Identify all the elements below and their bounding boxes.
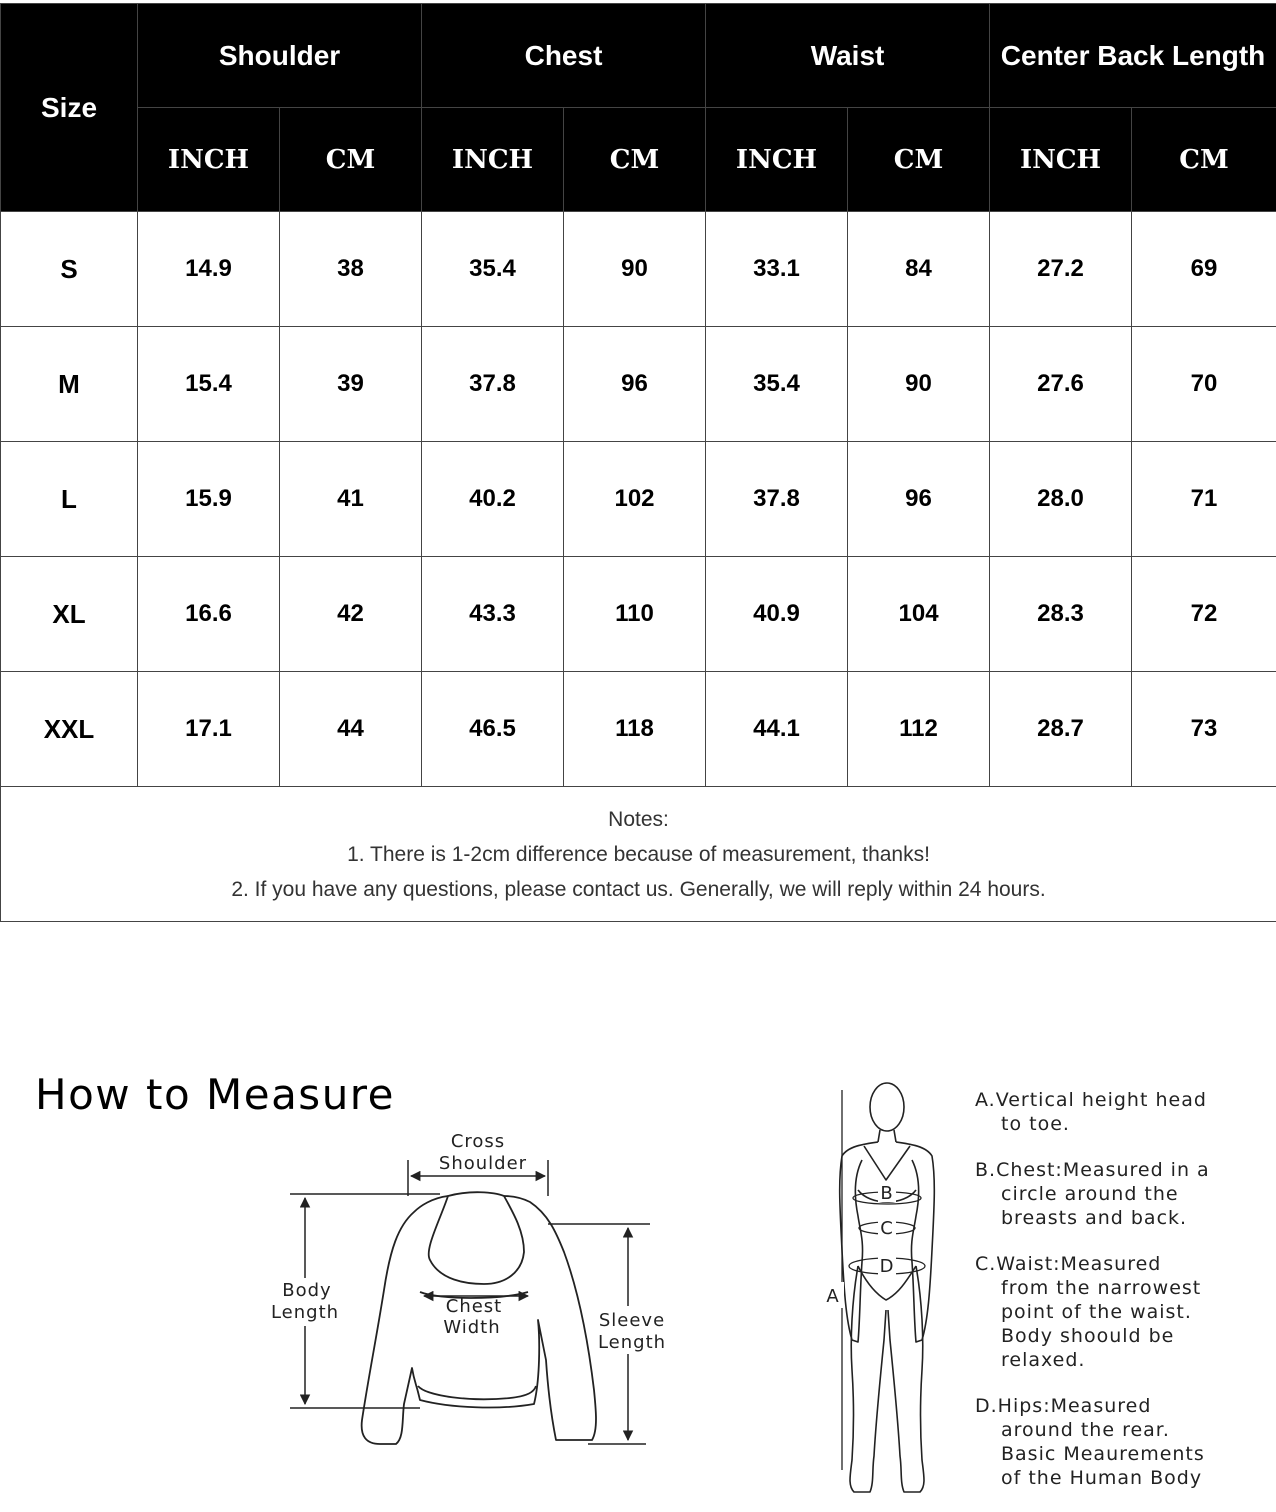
- sleeve-length-label-2: Length: [598, 1332, 666, 1353]
- value-cell: 15.4: [138, 327, 280, 442]
- legend-line: from the narrowest: [975, 1276, 1275, 1300]
- value-cell: 72: [1132, 557, 1276, 672]
- group-header-center-back-length: Center Back Length: [990, 4, 1276, 108]
- value-cell: 39: [280, 327, 422, 442]
- table-row: [1, 672, 1276, 787]
- legend-line: B.Chest:Measured in a: [975, 1158, 1275, 1182]
- value-cell: 102: [564, 442, 706, 557]
- sleeve-length-label-1: Sleeve: [599, 1310, 665, 1331]
- legend-item-a: [975, 1088, 1275, 1136]
- value-cell: 118: [564, 672, 706, 787]
- figure-label-b: B: [880, 1183, 893, 1204]
- table-row: [1, 442, 1276, 557]
- legend-line: to toe.: [975, 1112, 1275, 1136]
- legend-line: point of the waist.: [975, 1300, 1275, 1324]
- value-cell: 110: [564, 557, 706, 672]
- size-cell: L: [1, 442, 138, 557]
- value-cell: 16.6: [138, 557, 280, 672]
- group-header-waist: Waist: [706, 4, 990, 108]
- value-cell: 27.2: [990, 212, 1132, 327]
- value-cell: 38: [280, 212, 422, 327]
- unit-header: INCH: [706, 108, 848, 212]
- size-cell: S: [1, 212, 138, 327]
- header-row-groups: [1, 4, 1276, 108]
- value-cell: 104: [848, 557, 990, 672]
- note-2: 2. If you have any questions, please contact us. Generally, we will reply within 24 hours.: [1, 872, 1276, 907]
- value-cell: 46.5: [422, 672, 564, 787]
- note-1: 1. There is 1-2cm difference because of measurement, thanks!: [1, 837, 1276, 872]
- measure-legend: [975, 1088, 1275, 1512]
- value-cell: 37.8: [422, 327, 564, 442]
- value-cell: 90: [564, 212, 706, 327]
- legend-line: of the Human Body: [975, 1466, 1275, 1490]
- value-cell: 35.4: [422, 212, 564, 327]
- group-header-chest: Chest: [422, 4, 706, 108]
- table-row: [1, 327, 1276, 442]
- legend-line: A.Vertical height head: [975, 1088, 1275, 1112]
- legend-line: around the rear.: [975, 1418, 1275, 1442]
- value-cell: 71: [1132, 442, 1276, 557]
- legend-item-b: [975, 1158, 1275, 1230]
- value-cell: 73: [1132, 672, 1276, 787]
- unit-header: INCH: [422, 108, 564, 212]
- body-length-label-1: Body: [282, 1280, 331, 1301]
- cross-shoulder-label-1: Cross: [451, 1131, 505, 1152]
- notes-cell: [1, 787, 1276, 922]
- value-cell: 43.3: [422, 557, 564, 672]
- value-cell: 112: [848, 672, 990, 787]
- size-header: Size: [1, 4, 138, 212]
- value-cell: 14.9: [138, 212, 280, 327]
- table-row: [1, 212, 1276, 327]
- figure-label-d: D: [880, 1256, 895, 1277]
- unit-header: CM: [1132, 108, 1276, 212]
- value-cell: 90: [848, 327, 990, 442]
- value-cell: 42: [280, 557, 422, 672]
- body-length-label-2: Length: [271, 1302, 339, 1323]
- value-cell: 69: [1132, 212, 1276, 327]
- size-cell: XXL: [1, 672, 138, 787]
- value-cell: 28.7: [990, 672, 1132, 787]
- value-cell: 96: [848, 442, 990, 557]
- table-row: [1, 557, 1276, 672]
- legend-item-c: [975, 1252, 1275, 1372]
- human-figure-illustration: [840, 1083, 935, 1492]
- unit-header: CM: [280, 108, 422, 212]
- value-cell: 17.1: [138, 672, 280, 787]
- unit-header: CM: [564, 108, 706, 212]
- group-header-shoulder: Shoulder: [138, 4, 422, 108]
- figure-head: [870, 1083, 904, 1131]
- header-row-units: [1, 108, 1276, 212]
- value-cell: 28.3: [990, 557, 1132, 672]
- legend-line: breasts and back.: [975, 1206, 1275, 1230]
- value-cell: 35.4: [706, 327, 848, 442]
- value-cell: 15.9: [138, 442, 280, 557]
- value-cell: 44.1: [706, 672, 848, 787]
- how-to-measure-title: How to Measure: [35, 1070, 395, 1119]
- legend-line: circle around the: [975, 1182, 1275, 1206]
- unit-header: INCH: [990, 108, 1132, 212]
- legend-item-d: [975, 1394, 1275, 1490]
- size-cell: M: [1, 327, 138, 442]
- value-cell: 28.0: [990, 442, 1132, 557]
- size-cell: XL: [1, 557, 138, 672]
- value-cell: 37.8: [706, 442, 848, 557]
- sweater-hood: [429, 1192, 524, 1284]
- legend-line: Body shoould be: [975, 1324, 1275, 1348]
- value-cell: 41: [280, 442, 422, 557]
- notes-row: [1, 787, 1276, 922]
- chest-width-label-2: Width: [443, 1317, 500, 1338]
- unit-header: CM: [848, 108, 990, 212]
- value-cell: 84: [848, 212, 990, 327]
- value-cell: 96: [564, 327, 706, 442]
- legend-line: D.Hips:Measured: [975, 1394, 1275, 1418]
- cross-shoulder-label-2: Shoulder: [439, 1153, 527, 1174]
- value-cell: 44: [280, 672, 422, 787]
- value-cell: 70: [1132, 327, 1276, 442]
- value-cell: 33.1: [706, 212, 848, 327]
- figure-label-c: C: [880, 1218, 894, 1239]
- size-table: [0, 3, 1276, 922]
- value-cell: 27.6: [990, 327, 1132, 442]
- notes-heading: Notes:: [1, 802, 1276, 837]
- legend-line: Basic Meaurements: [975, 1442, 1275, 1466]
- sweater-hem: [418, 1386, 536, 1399]
- chest-width-label-1: Chest: [446, 1296, 503, 1317]
- size-chart: [0, 3, 1276, 932]
- figure-torso: [840, 1142, 935, 1342]
- figure-label-a: A: [826, 1286, 839, 1307]
- value-cell: 40.9: [706, 557, 848, 672]
- legend-line: relaxed.: [975, 1348, 1275, 1372]
- unit-header: INCH: [138, 108, 280, 212]
- value-cell: 40.2: [422, 442, 564, 557]
- figure-neck: [878, 1130, 896, 1142]
- legend-line: C.Waist:Measured: [975, 1252, 1275, 1276]
